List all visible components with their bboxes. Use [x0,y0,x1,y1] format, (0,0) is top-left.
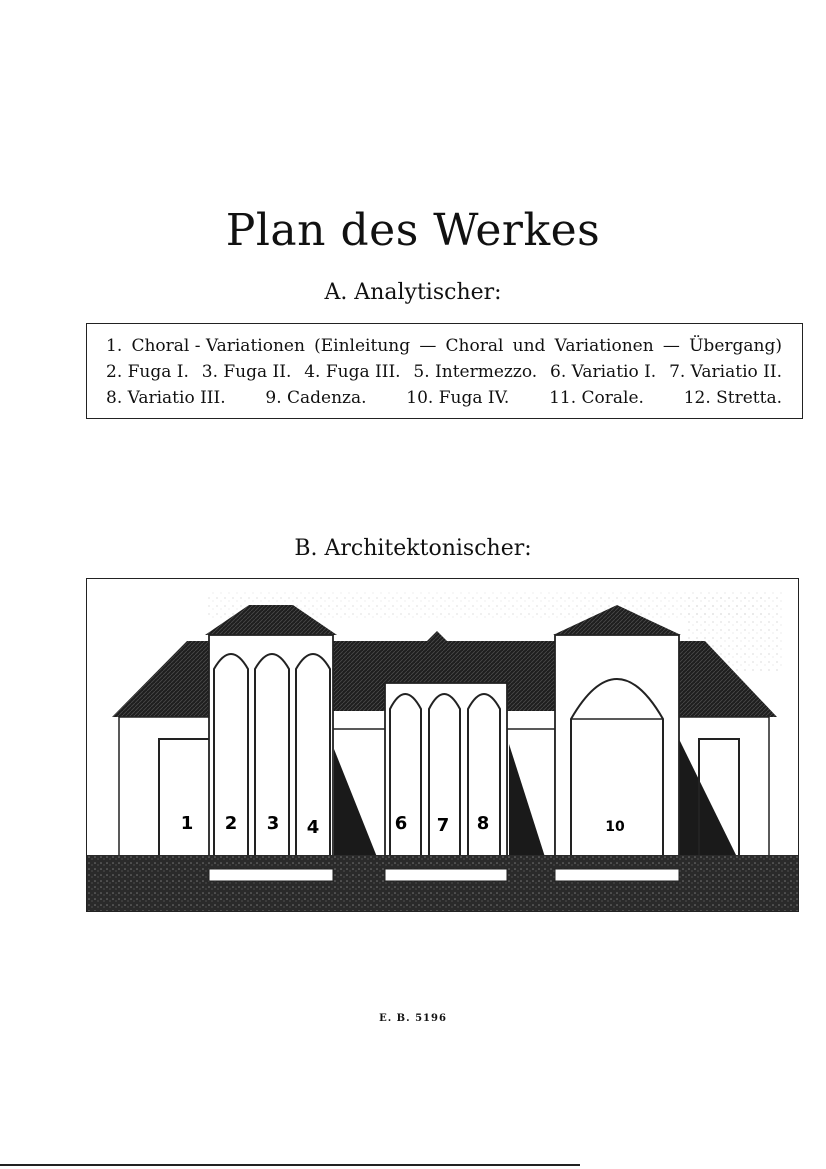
item-12: 12. Stretta. [683,388,782,408]
ground [87,855,799,912]
section-b-heading: B. Architektonischer: [294,536,532,561]
tower-2 [385,683,507,869]
tower-1-base [209,869,333,881]
section-label-1: 1 [180,813,194,834]
left-wing-door [159,739,214,857]
item-2: 2. Fuga I. [106,362,189,382]
building-drawing [87,579,799,912]
item-1-title: Choral - Variationen [131,336,305,356]
item-1-number: 1. [106,336,123,356]
item-8: 8. Variatio III. [106,388,226,408]
section-label-6: 6 [394,813,408,834]
item-4: 4. Fuga III. [304,362,401,382]
bottom-rule [0,1164,580,1166]
page-title: Plan des Werkes [225,205,601,256]
item-9: 9. Cadenza. [265,388,367,408]
tower-3-base [555,869,679,881]
analytic-line-3 [106,388,782,408]
item-5: 5. Intermezzo. [413,362,538,382]
section-label-10: 10 [605,819,625,835]
item-1-part: (Einleitung [314,336,411,356]
item-1-part: — [419,336,437,356]
item-1-part: — [662,336,680,356]
item-1-part: Übergang) [689,336,782,356]
item-6: 6. Variatio I. [550,362,657,382]
section-label-8: 8 [476,813,490,834]
item-11: 11. Corale. [549,388,644,408]
edition-number: E. B. 5196 [379,1013,447,1024]
item-1-part: Choral [445,336,504,356]
item-1-part: Variationen [554,336,654,356]
analytic-line-2 [106,362,782,382]
item-10: 10. Fuga IV. [406,388,510,408]
item-7: 7. Variatio II. [669,362,782,382]
left-wing-roof [112,641,212,717]
item-3: 3. Fuga II. [201,362,292,382]
analytic-line-1 [106,336,782,356]
section-label-4: 4 [306,817,320,838]
section-label-3: 3 [266,813,280,834]
section-a-heading: A. Analytischer: [324,280,502,305]
tower-2-base [385,869,507,881]
item-1-part: und [512,336,546,356]
section-label-2: 2 [224,813,238,834]
architectural-drawing-box [86,578,799,912]
section-label-7: 7 [436,815,450,836]
